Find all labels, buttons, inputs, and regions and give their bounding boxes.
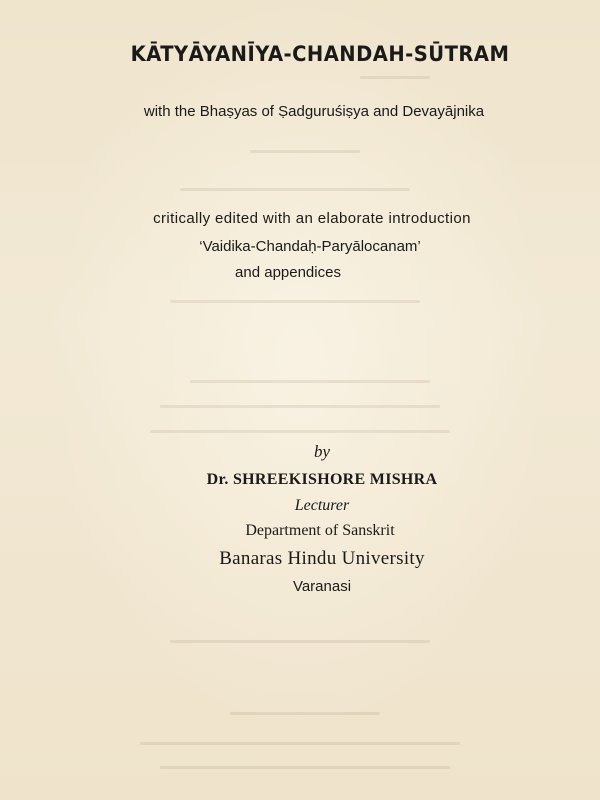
show-through-mark bbox=[170, 640, 430, 643]
author-city: Varanasi bbox=[292, 578, 352, 595]
show-through-mark bbox=[190, 380, 430, 383]
author-role: Lecturer bbox=[294, 497, 350, 514]
show-through-mark bbox=[140, 742, 460, 745]
author-name: Dr. SHREEKISHORE MISHRA bbox=[206, 471, 438, 488]
show-through-mark bbox=[230, 712, 380, 715]
edition-note-line-2: ‘Vaidika-Chandaḥ-Paryālocanam’ bbox=[199, 238, 421, 255]
show-through-mark bbox=[170, 300, 420, 303]
book-title: KĀTYĀYANĪYA-CHANDAH-SŪTRAM bbox=[130, 42, 510, 66]
by-label: by bbox=[313, 442, 331, 461]
author-university: Banaras Hindu University bbox=[219, 548, 425, 569]
show-through-mark bbox=[180, 188, 410, 191]
edition-note-line-3: and appendices bbox=[235, 264, 341, 281]
edition-note-line-1: critically edited with an elaborate introduction bbox=[153, 210, 471, 227]
book-subtitle: with the Bhaṣyas of Ṣadguruśiṣya and Devayājnika bbox=[143, 103, 485, 120]
show-through-mark bbox=[360, 76, 430, 79]
show-through-mark bbox=[160, 405, 440, 408]
show-through-mark bbox=[150, 430, 450, 433]
show-through-mark bbox=[250, 150, 360, 153]
show-through-mark bbox=[160, 766, 450, 769]
author-department: Department of Sanskrit bbox=[245, 522, 395, 539]
